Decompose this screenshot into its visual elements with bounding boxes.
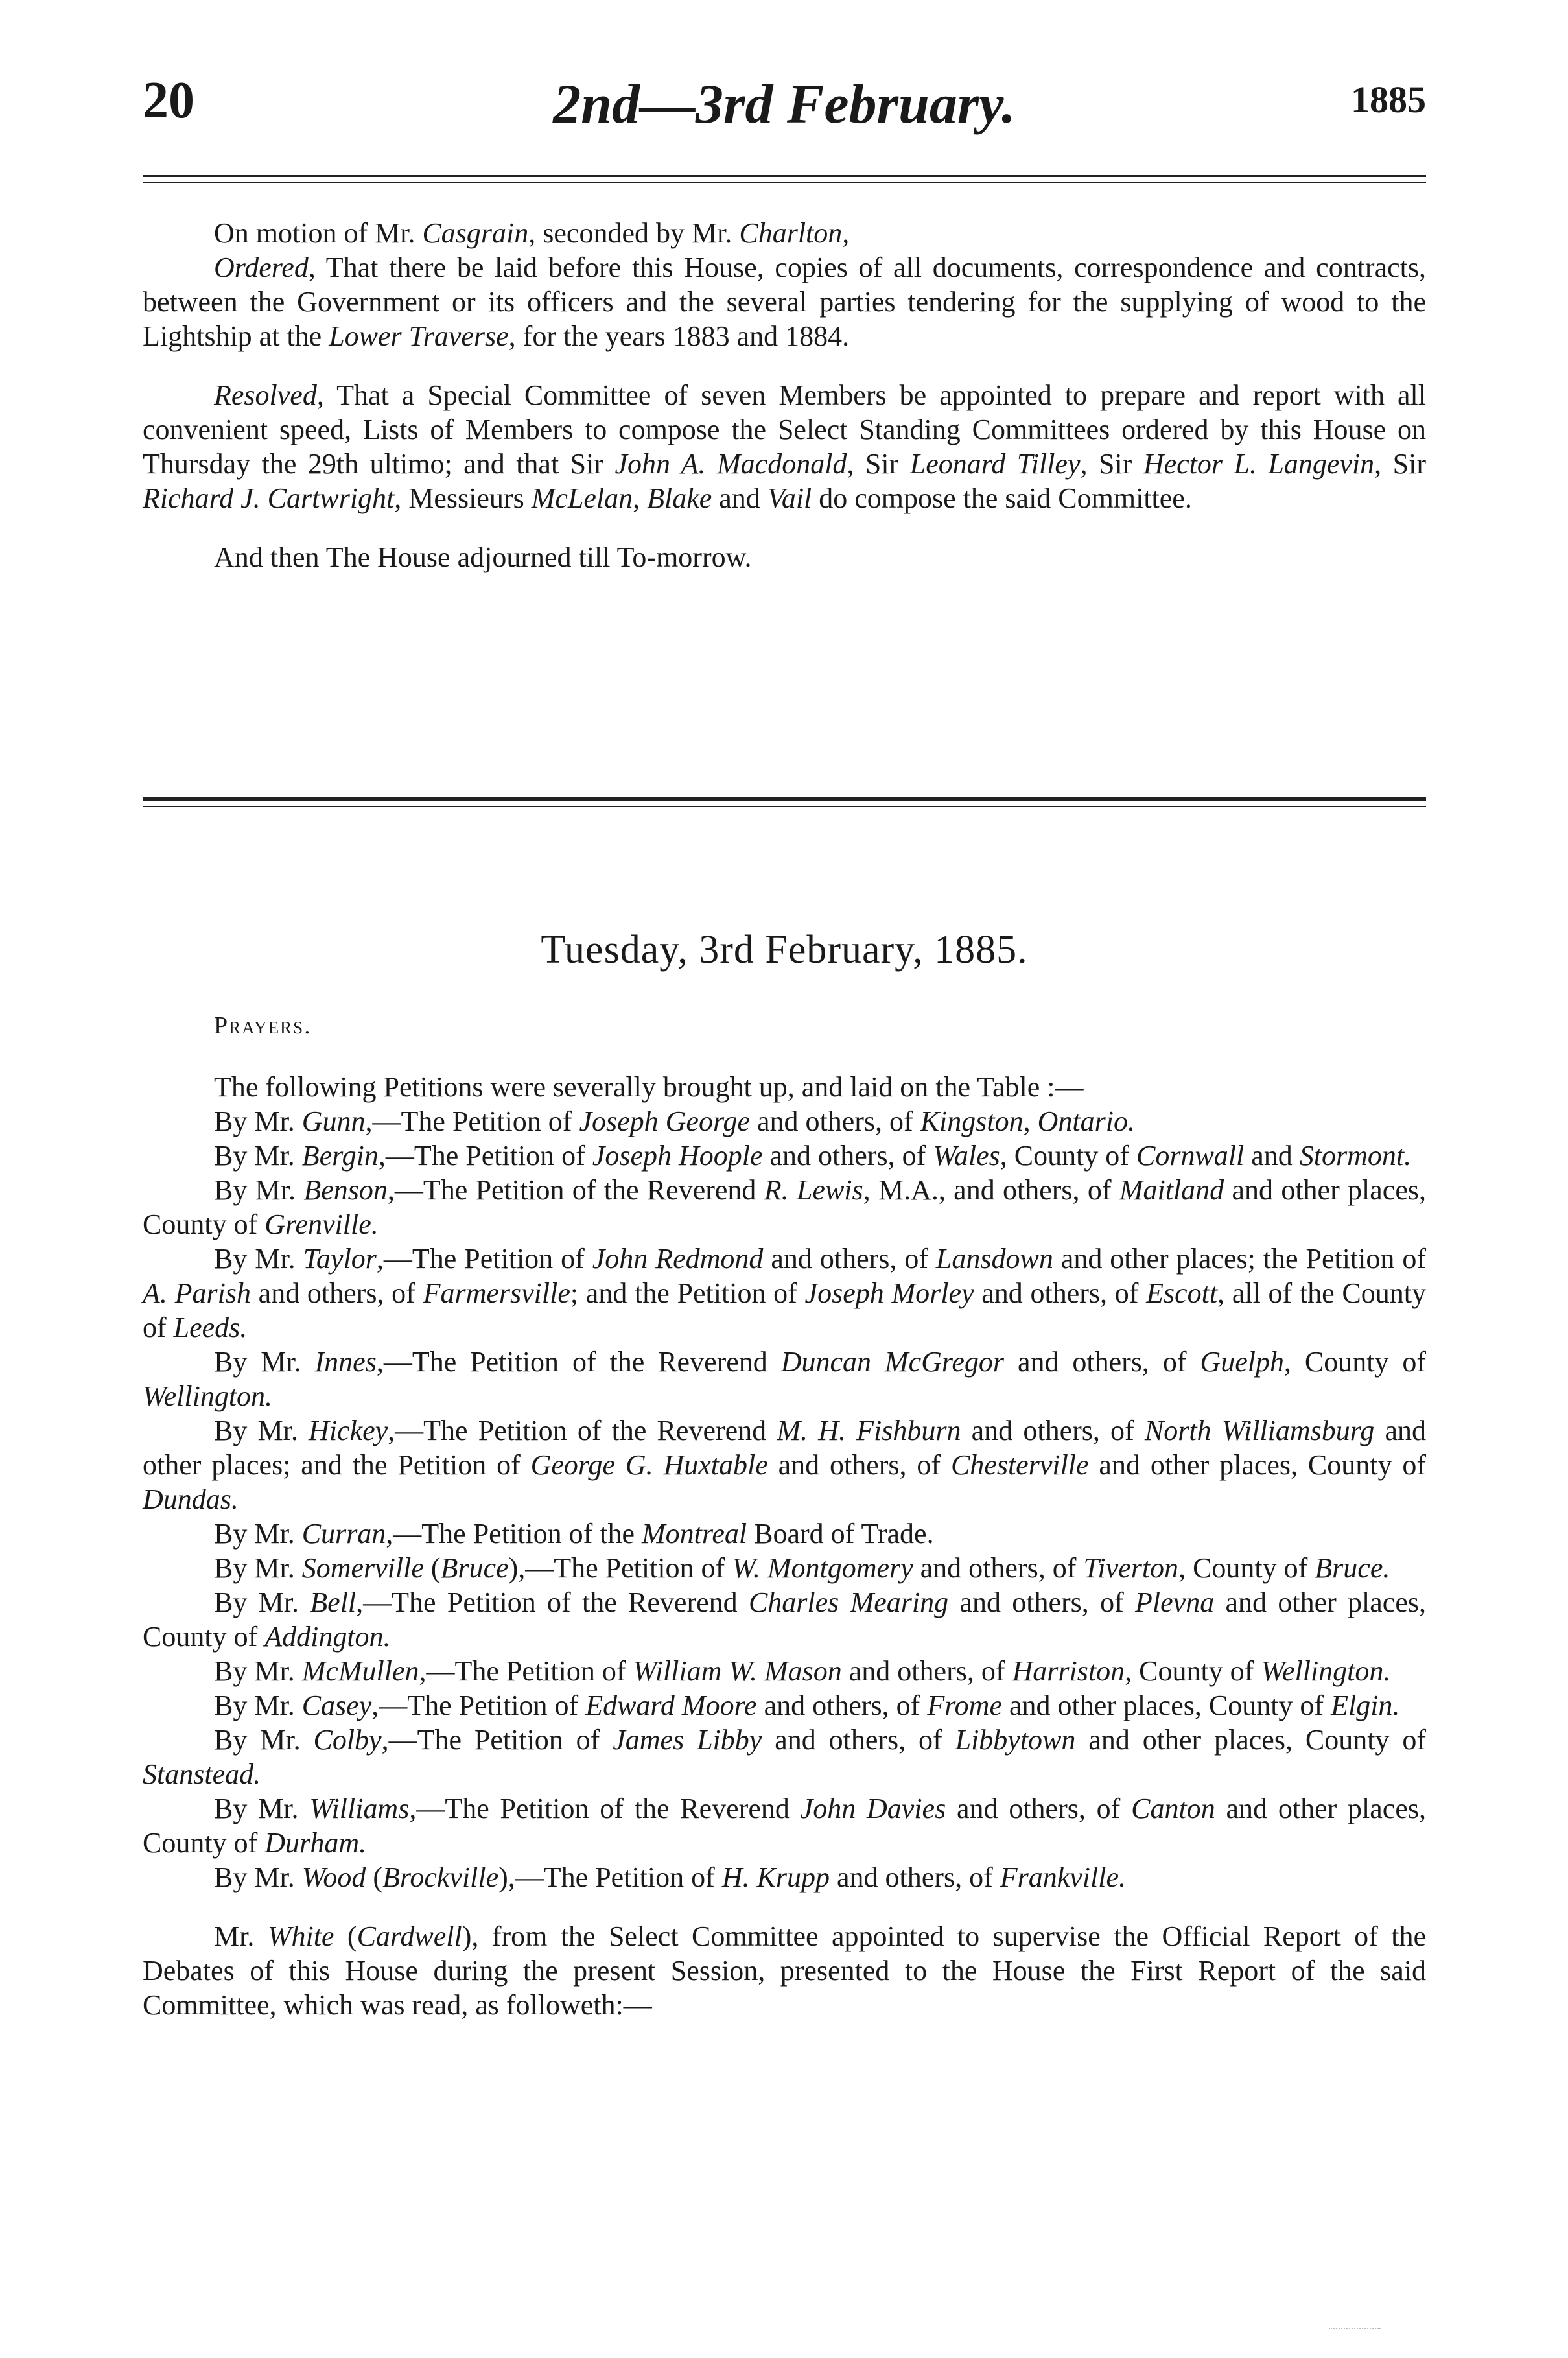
- paragraph: By Mr. Innes,—The Petition of the Reverend Duncan McGregor and others, of Guelph, County of Wellington.: [143, 1346, 1427, 1412]
- paragraph: By Mr. Gunn,—The Petition of Joseph George and others, of Kingston, Ontario.: [214, 1105, 1135, 1137]
- header-rule: [143, 175, 1426, 177]
- paragraph: By Mr. Colby,—The Petition of James Libby and others, of Libbytown and other places, County of Stanstead.: [143, 1724, 1426, 1790]
- section-divider-thin: [143, 806, 1426, 807]
- journal-entries-3rd-feb: [143, 1070, 1426, 2022]
- paragraph: By Mr. Hickey,—The Petition of the Reverend M. H. Fishburn and others, of North Williamsburg and other places; and the Petition of George G. Huxtable and others, of Chesterville and other places, County of Dundas.: [143, 1415, 1426, 1515]
- paragraph: On motion of Mr. Casgrain, seconded by Mr. Charlton,: [214, 217, 850, 249]
- header-rule-secondary: [143, 182, 1426, 183]
- paragraph: By Mr. Bell,—The Petition of the Reverend Charles Mearing and others, of Plevna and other places, County of Addington.: [143, 1586, 1426, 1653]
- paragraph: By Mr. Benson,—The Petition of the Reverend R. Lewis, M.A., and others, of Maitland and other places, County of Grenville.: [143, 1174, 1426, 1240]
- prayers-heading: Prayers.: [214, 1012, 312, 1039]
- paragraph: By Mr. Wood (Brockville),—The Petition of H. Krupp and others, of Frankville.: [214, 1861, 1126, 1893]
- page-number: 20: [143, 72, 194, 129]
- header-year: 1885: [1351, 78, 1426, 121]
- journal-entries-2nd-feb: [143, 216, 1426, 574]
- paragraph: By Mr. Somerville (Bruce),—The Petition of W. Montgomery and others, of Tiverton, County of Bruce.: [214, 1552, 1390, 1584]
- section-divider: [143, 797, 1426, 801]
- section-date-heading: Tuesday, 3rd February, 1885.: [541, 928, 1028, 972]
- paragraph: Mr. White (Cardwell), from the Select Committee appointed to supervise the Official Report of the Debates of this House during the present Session, presented to the House the First Report of the said Committee, which was read, as followeth:—: [143, 1920, 1426, 2021]
- page-header: [143, 71, 1426, 149]
- paragraph: By Mr. McMullen,—The Petition of William W. Mason and others, of Harriston, County of Wellington.: [214, 1655, 1391, 1687]
- paragraph: By Mr. Williams,—The Petition of the Reverend John Davies and others, of Canton and other places, County of Durham.: [143, 1793, 1426, 1859]
- printer-mark: [1329, 2328, 1381, 2334]
- paragraph: By Mr. Casey,—The Petition of Edward Moore and others, of Frome and other places, County of Elgin.: [214, 1690, 1400, 1721]
- paragraph: By Mr. Curran,—The Petition of the Montreal Board of Trade.: [214, 1518, 934, 1550]
- paragraph: The following Petitions were severally brought up, and laid on the Table :—: [214, 1071, 1084, 1103]
- running-head: 2nd—3rd February.: [553, 73, 1016, 135]
- paragraph: By Mr. Taylor,—The Petition of John Redmond and others, of Lansdown and other places; the Petition of A. Parish and others, of Farmersville; and the Petition of Joseph Morley and others, of Escott, all of the County of Leeds.: [143, 1243, 1426, 1343]
- paragraph: And then The House adjourned till To-morrow.: [214, 541, 752, 573]
- paragraph: Resolved, That a Special Committee of seven Members be appointed to prepare and report with all convenient speed, Lists of Members to compose the Select Standing Committees ordered by this House on Thursday the 29th ultimo; and that Sir John A. Macdonald, Sir Leonard Tilley, Sir Hector L. Langevin, Sir Richard J. Cartwright, Messieurs McLelan, Blake and Vail do compose the said Committee.: [143, 379, 1426, 514]
- paragraph: By Mr. Bergin,—The Petition of Joseph Hoople and others, of Wales, County of Cornwall and Stormont.: [214, 1140, 1412, 1172]
- paragraph: Ordered, That there be laid before this House, copies of all documents, correspondence and contracts, between the Government or its officers and the several parties tendering for the supplying of wood to the Lightship at the Lower Traverse, for the years 1883 and 1884.: [143, 252, 1426, 352]
